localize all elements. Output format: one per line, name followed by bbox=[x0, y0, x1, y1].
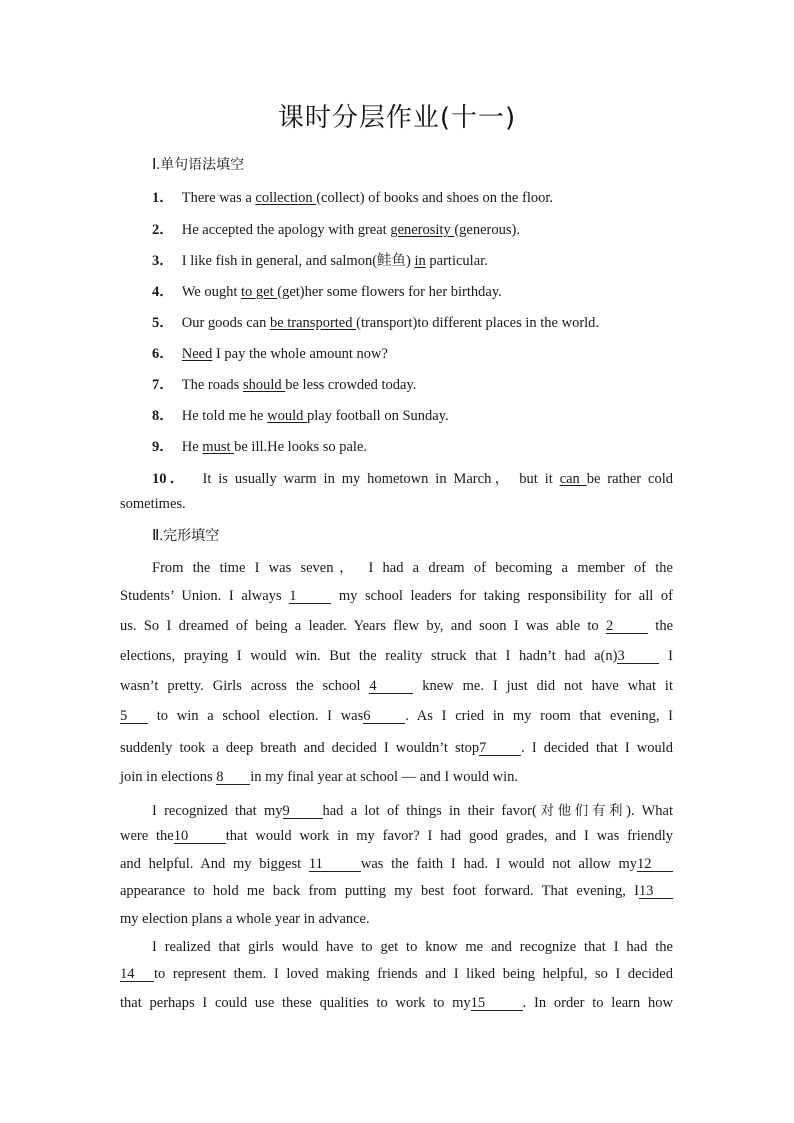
item-text: It is usually warm in my hometown in March， but it bbox=[195, 471, 560, 487]
cloze-line: From the time I was seven， I had a dream of becoming a member of the bbox=[152, 560, 673, 576]
item-text: (collect) of books and shoes on the floor. bbox=[316, 190, 553, 206]
cloze-blank-14[interactable]: 14 bbox=[120, 967, 154, 982]
item-number: 1． bbox=[152, 190, 174, 206]
grammar-item-7 bbox=[152, 373, 416, 394]
item-text: The roads bbox=[181, 377, 243, 393]
cloze-line: suddenly took a deep breath and decided I wouldn’t stop7 . I decided that I would bbox=[120, 740, 673, 756]
grammar-item-10-cont: sometimes. bbox=[120, 496, 186, 512]
cloze-blank-13[interactable]: 13 bbox=[639, 884, 673, 899]
cloze-line: 14 to represent them. I loved making friends and I liked being helpful, so I decided bbox=[120, 966, 673, 982]
page-title: 课时分层作业(十一) bbox=[277, 103, 517, 133]
cloze-blank-5[interactable]: 5 bbox=[120, 709, 148, 724]
cloze-blank-10[interactable]: 10 bbox=[174, 829, 226, 844]
item-text: (transport)to different places in the world. bbox=[356, 315, 600, 331]
cloze-line: I realized that girls would have to get to know me and recognize that I had the bbox=[152, 939, 673, 955]
item-text: I pay the whole amount now? bbox=[212, 346, 388, 362]
item-answer: collection bbox=[255, 190, 317, 206]
cloze-blank-8[interactable]: 8 bbox=[216, 770, 250, 785]
cloze-line: wasn’t pretty. Girls across the school 4 knew me. I just did not have what it bbox=[120, 678, 673, 694]
item-number: 3． bbox=[152, 253, 174, 269]
item-text: He told me he bbox=[181, 408, 268, 424]
grammar-item-8 bbox=[152, 404, 449, 425]
grammar-item-6 bbox=[152, 342, 388, 363]
item-text: be rather cold bbox=[586, 471, 673, 487]
item-text: play football on Sunday. bbox=[307, 408, 449, 424]
cloze-blank-2[interactable]: 2 bbox=[606, 619, 648, 634]
item-answer: should bbox=[242, 377, 286, 393]
cloze-blank-1[interactable]: 1 bbox=[289, 589, 331, 604]
section-2-label: 完形填空 bbox=[163, 528, 220, 544]
grammar-item-4 bbox=[152, 280, 502, 301]
grammar-item-3 bbox=[152, 249, 488, 270]
cloze-line: were the10 that would work in my favor? I had good grades, and I was friendly bbox=[120, 828, 673, 844]
grammar-item-2 bbox=[152, 218, 520, 239]
section-1-label: 单句语法填空 bbox=[160, 157, 245, 173]
cloze-blank-7[interactable]: 7 bbox=[479, 741, 521, 756]
section-1-heading bbox=[152, 154, 244, 174]
item-number: 5． bbox=[152, 315, 174, 331]
item-text: He bbox=[181, 439, 203, 455]
cloze-line: Students’ Union. I always 1 my school leaders for taking responsibility for all of bbox=[120, 588, 674, 604]
item-answer: must bbox=[202, 439, 235, 455]
item-text: particular. bbox=[425, 253, 488, 269]
grammar-item-1 bbox=[152, 186, 553, 207]
grammar-item-5 bbox=[152, 311, 599, 332]
cloze-line: appearance to hold me back from putting my best foot forward. That evening, I13 bbox=[120, 883, 673, 900]
item-text: There was a bbox=[181, 190, 256, 206]
cloze-line: I recognized that my9 had a lot of things in their favor(对他们有利). What bbox=[152, 803, 674, 819]
item-answer: Need bbox=[181, 346, 213, 362]
grammar-item-10 bbox=[152, 467, 673, 488]
cloze-line: elections, praying I would win. But the reality struck that I hadn’t had a(n)3 I bbox=[120, 648, 673, 664]
cloze-line: that perhaps I could use these qualities to work to my15 . In order to learn how bbox=[120, 995, 673, 1011]
cloze-line: us. So I dreamed of being a leader. Years flew by, and soon I was able to 2 the bbox=[120, 618, 674, 634]
section-1-roman: Ⅰ. bbox=[152, 157, 161, 173]
item-number: 10． bbox=[152, 471, 188, 487]
item-text: be less crowded today. bbox=[285, 377, 417, 393]
item-number: 2． bbox=[152, 222, 174, 238]
cloze-line: 5 to win a school election. I was6 . As I cried in my room that evening, I bbox=[120, 708, 674, 724]
item-number: 4． bbox=[152, 284, 174, 300]
cloze-blank-4[interactable]: 4 bbox=[369, 679, 413, 694]
item-text: I like fish in general, and salmon(鲑鱼) bbox=[181, 253, 415, 269]
cloze-line: my election plans a whole year in advance. bbox=[120, 911, 370, 927]
item-answer: would bbox=[267, 408, 307, 424]
cloze-line: and helpful. And my biggest 11 was the faith I had. I would not allow my12 bbox=[120, 856, 673, 873]
cloze-blank-6[interactable]: 6 bbox=[363, 709, 405, 724]
item-number: 6． bbox=[152, 346, 174, 362]
cloze-blank-3[interactable]: 3 bbox=[617, 649, 659, 664]
cloze-blank-11[interactable]: 11 bbox=[309, 857, 361, 872]
cloze-blank-12[interactable]: 12 bbox=[637, 857, 673, 872]
item-answer: to get bbox=[241, 284, 278, 300]
item-answer: generosity bbox=[390, 222, 455, 238]
section-2-roman: Ⅱ. bbox=[152, 528, 164, 544]
cloze-blank-9[interactable]: 9 bbox=[283, 804, 323, 819]
item-text: (get)her some flowers for her birthday. bbox=[277, 284, 502, 300]
item-text: Our goods can bbox=[181, 315, 270, 331]
item-answer: be transported bbox=[269, 315, 357, 331]
item-text: We ought bbox=[181, 284, 241, 300]
item-number: 8． bbox=[152, 408, 174, 424]
item-text: (generous). bbox=[454, 222, 520, 238]
section-2-heading bbox=[152, 525, 219, 545]
cloze-blank-15[interactable]: 15 bbox=[471, 996, 523, 1011]
item-text: He accepted the apology with great bbox=[181, 222, 391, 238]
cloze-line: join in elections 8 in my final year at school — and I would win. bbox=[120, 769, 519, 785]
item-answer: in bbox=[414, 253, 426, 269]
grammar-item-9 bbox=[152, 435, 367, 456]
item-answer: can bbox=[559, 471, 587, 487]
item-number: 7． bbox=[152, 377, 174, 393]
item-number: 9． bbox=[152, 439, 174, 455]
item-text: be ill.He looks so pale. bbox=[234, 439, 368, 455]
